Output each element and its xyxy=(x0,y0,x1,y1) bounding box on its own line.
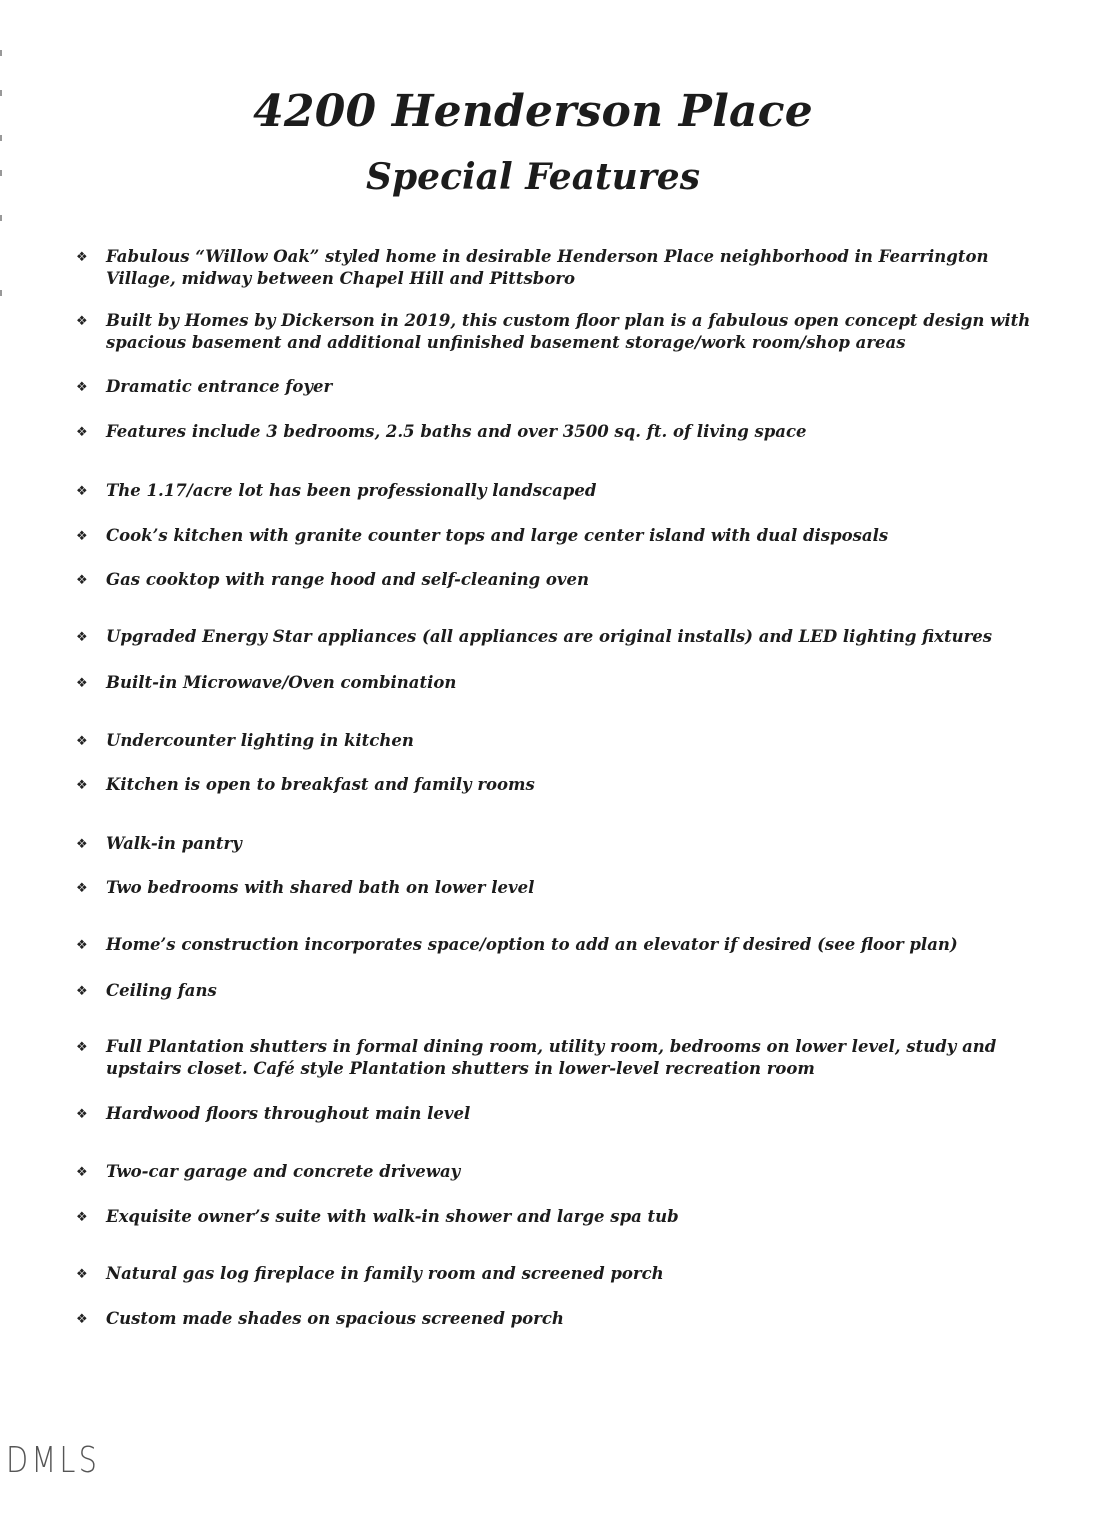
dmls-watermark: DMLS xyxy=(6,1440,101,1481)
feature-item xyxy=(76,1103,1036,1126)
diamond-cluster-bullet-icon: ❖ xyxy=(76,837,88,852)
document-title: 4200 Henderson Place xyxy=(253,86,813,137)
feature-item xyxy=(76,934,1036,957)
feature-text: Undercounter lighting in kitchen xyxy=(106,731,414,750)
feature-text: Gas cooktop with range hood and self-cleaning oven xyxy=(106,570,590,589)
document-subtitle: Special Features xyxy=(366,156,700,198)
feature-text: Features include 3 bedrooms, 2.5 baths and over 3500 sq. ft. of living space xyxy=(106,422,807,441)
feature-text: Home’s construction incorporates space/option to add an elevator if desired (see floor plan) xyxy=(106,935,958,954)
diamond-cluster-bullet-icon: ❖ xyxy=(76,1312,88,1327)
diamond-cluster-bullet-icon: ❖ xyxy=(76,630,88,645)
feature-item xyxy=(76,246,1036,290)
feature-text: Upgraded Energy Star appliances (all appliances are original installs) and LED lighting fixtures xyxy=(106,627,993,646)
diamond-cluster-bullet-icon: ❖ xyxy=(76,484,88,499)
feature-item xyxy=(76,310,1036,354)
feature-item xyxy=(76,421,1036,444)
feature-item xyxy=(76,774,1036,797)
diamond-cluster-bullet-icon: ❖ xyxy=(76,250,88,265)
diamond-cluster-bullet-icon: ❖ xyxy=(76,1165,88,1180)
feature-item xyxy=(76,833,1036,856)
feature-item xyxy=(76,480,1036,503)
feature-item xyxy=(76,1308,1036,1331)
feature-text: Fabulous “Willow Oak” styled home in desirable Henderson Place neighborhood in Fearrington Village, midway between Chapel Hill and Pittsboro xyxy=(106,247,989,288)
feature-text: Dramatic entrance foyer xyxy=(106,377,333,396)
diamond-cluster-bullet-icon: ❖ xyxy=(76,529,88,544)
feature-text: Kitchen is open to breakfast and family rooms xyxy=(106,775,535,794)
feature-text: The 1.17/acre lot has been professionally landscaped xyxy=(106,481,597,500)
diamond-cluster-bullet-icon: ❖ xyxy=(76,380,88,395)
feature-text: Exquisite owner’s suite with walk-in shower and large spa tub xyxy=(106,1207,679,1226)
diamond-cluster-bullet-icon: ❖ xyxy=(76,984,88,999)
diamond-cluster-bullet-icon: ❖ xyxy=(76,1107,88,1122)
feature-text: Built by Homes by Dickerson in 2019, this custom floor plan is a fabulous open concept design with spacious basement and additional unfinished basement storage/work room/shop areas xyxy=(106,311,1031,352)
feature-item xyxy=(76,980,1036,1003)
diamond-cluster-bullet-icon: ❖ xyxy=(76,1210,88,1225)
feature-text: Custom made shades on spacious screened porch xyxy=(106,1309,564,1328)
feature-text: Walk-in pantry xyxy=(106,834,242,853)
feature-item xyxy=(76,569,1036,592)
diamond-cluster-bullet-icon: ❖ xyxy=(76,938,88,953)
diamond-cluster-bullet-icon: ❖ xyxy=(76,573,88,588)
diamond-cluster-bullet-icon: ❖ xyxy=(76,1267,88,1282)
feature-text: Two bedrooms with shared bath on lower level xyxy=(106,878,535,897)
feature-text: Built-in Microwave/Oven combination xyxy=(106,673,457,692)
feature-text: Cook’s kitchen with granite counter tops and large center island with dual disposals xyxy=(106,526,889,545)
feature-text: Hardwood floors throughout main level xyxy=(106,1104,471,1123)
diamond-cluster-bullet-icon: ❖ xyxy=(76,734,88,749)
feature-item xyxy=(76,1161,1036,1184)
diamond-cluster-bullet-icon: ❖ xyxy=(76,676,88,691)
feature-item xyxy=(76,1036,1036,1080)
feature-item xyxy=(76,877,1036,900)
feature-item xyxy=(76,376,1036,399)
feature-text: Natural gas log fireplace in family room and screened porch xyxy=(106,1264,664,1283)
diamond-cluster-bullet-icon: ❖ xyxy=(76,881,88,896)
feature-item xyxy=(76,1206,1036,1229)
feature-item xyxy=(76,1263,1036,1286)
feature-text: Full Plantation shutters in formal dining room, utility room, bedrooms on lower level, study and upstairs closet. Café style Plantation shutters in lower-level recreation room xyxy=(106,1037,997,1078)
feature-item xyxy=(76,730,1036,753)
diamond-cluster-bullet-icon: ❖ xyxy=(76,314,88,329)
diamond-cluster-bullet-icon: ❖ xyxy=(76,778,88,793)
feature-text: Two-car garage and concrete driveway xyxy=(106,1162,461,1181)
feature-text: Ceiling fans xyxy=(106,981,217,1000)
feature-item xyxy=(76,525,1036,548)
feature-item xyxy=(76,672,1036,695)
feature-item xyxy=(76,626,1036,649)
diamond-cluster-bullet-icon: ❖ xyxy=(76,425,88,440)
diamond-cluster-bullet-icon: ❖ xyxy=(76,1040,88,1055)
